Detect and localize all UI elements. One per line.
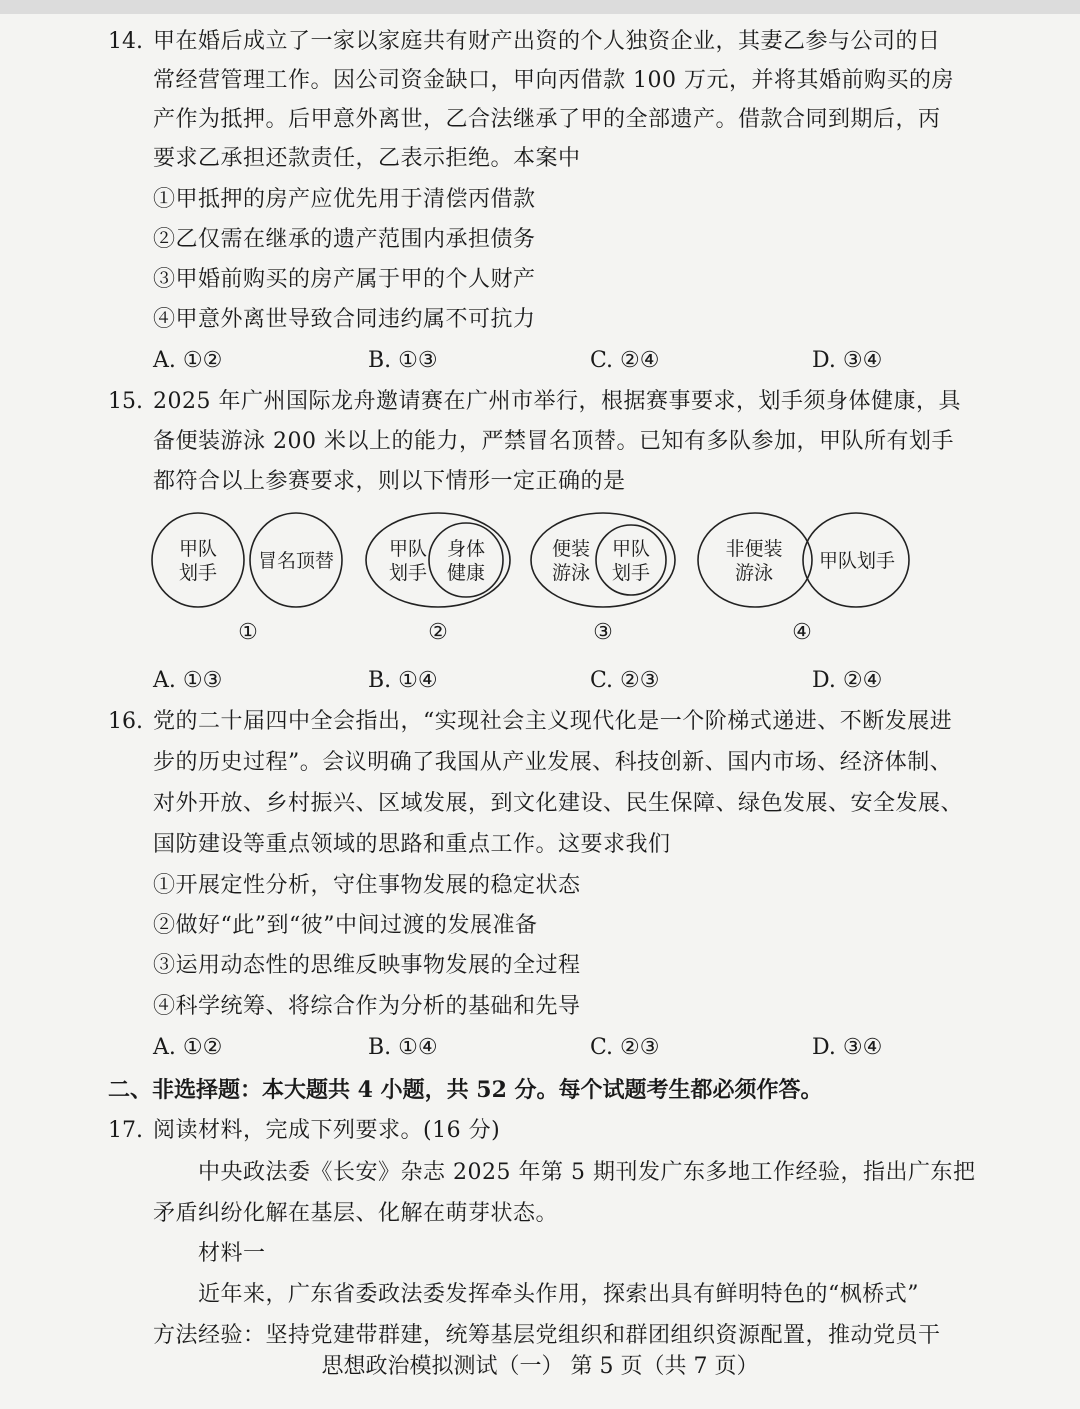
- question-text-line: 党的二十届四中全会指出，“实现社会主义现代化是一个阶梯式递进、不断发展进: [153, 709, 953, 734]
- venn-text: 便装: [551, 538, 591, 560]
- option-a: A. ①②: [153, 1035, 223, 1060]
- venn-text: 非便装: [725, 538, 783, 560]
- option-d: D. ③④: [812, 348, 883, 373]
- question-number: 14.: [108, 29, 143, 54]
- question-text-line: 步的历史过程”。会议明确了我国从产业发展、科技创新、国内市场、经济体制、: [153, 750, 953, 775]
- option-b: B. ①③: [368, 348, 438, 373]
- venn-text: 甲队: [611, 538, 651, 560]
- venn-text: 划手: [611, 562, 651, 584]
- statement: ①甲抵押的房产应优先用于清偿丙借款: [153, 187, 536, 212]
- material-text-line: 方法经验：坚持党建带群建，统筹基层党组织和群团组织资源配置，推动党员干: [153, 1323, 941, 1348]
- venn-text: 划手: [178, 562, 218, 584]
- question-text-line: 备便装游泳 200 米以上的能力，严禁冒名顶替。已知有多队参加，甲队所有划手: [153, 429, 954, 454]
- question-text-line: 国防建设等重点领域的思路和重点工作。这要求我们: [153, 832, 671, 857]
- venn-text: 身体: [446, 538, 486, 560]
- statement: ③运用动态性的思维反映事物发展的全过程: [153, 953, 581, 978]
- page-footer: 思想政治模拟测试（一） 第 5 页（共 7 页）: [321, 1354, 759, 1379]
- option-a: A. ①③: [153, 668, 223, 693]
- option-c: C. ②④: [590, 348, 660, 373]
- venn-text: 健康: [446, 562, 486, 584]
- option-c: C. ②③: [590, 1035, 660, 1060]
- question-text-line: 甲在婚后成立了一家以家庭共有财产出资的个人独资企业，其妻乙参与公司的日: [153, 29, 941, 54]
- question-number: 16.: [108, 709, 143, 734]
- question-number: 15.: [108, 389, 143, 414]
- question-text-line: 对外开放、乡村振兴、区域发展，到文化建设、民生保障、绿色发展、安全发展、: [153, 791, 964, 816]
- venn-text: 划手: [388, 562, 428, 584]
- venn-diagram-1: [152, 513, 342, 645]
- venn-text: 冒名顶替: [257, 550, 335, 572]
- diagram-label: ③: [593, 620, 613, 645]
- question-text-line: 2025 年广州国际龙舟邀请赛在广州市举行，根据赛事要求，划手须身体健康，具: [153, 389, 961, 414]
- venn-circle: [152, 513, 244, 607]
- option-d: D. ③④: [812, 1035, 883, 1060]
- venn-text: 甲队划手: [818, 550, 896, 572]
- top-edge: [0, 0, 1080, 14]
- material-title: 材料一: [198, 1241, 266, 1266]
- option-d: D. ②④: [812, 668, 883, 693]
- question-text-line: 产作为抵押。后甲意外离世，乙合法继承了甲的全部遗产。借款合同到期后，丙: [153, 107, 941, 132]
- question-text-line: 常经营管理工作。因公司资金缺口，甲向丙借款 100 万元，并将其婚前购买的房: [153, 68, 954, 93]
- material-text-line: 中央政法委《长安》杂志 2025 年第 5 期刊发广东多地工作经验，指出广东把: [198, 1160, 976, 1185]
- material-text-line: 近年来，广东省委政法委发挥牵头作用，探索出具有鲜明特色的“枫桥式”: [198, 1282, 919, 1307]
- option-b: B. ①④: [368, 1035, 438, 1060]
- statement: ④科学统筹、将综合作为分析的基础和先导: [153, 994, 581, 1019]
- venn-diagrams: [150, 510, 910, 650]
- venn-diagram-4: [698, 513, 909, 645]
- question-text-line: 都符合以上参赛要求，则以下情形一定正确的是: [153, 469, 626, 494]
- statement: ②乙仅需在继承的遗产范围内承担债务: [153, 227, 536, 252]
- venn-circle: [366, 513, 510, 607]
- question-number: 17.: [108, 1118, 143, 1143]
- option-a: A. ①②: [153, 348, 223, 373]
- statement: ①开展定性分析，守住事物发展的稳定状态: [153, 873, 581, 898]
- venn-text: 甲队: [388, 538, 428, 560]
- diagram-label: ④: [792, 620, 812, 645]
- diagram-label: ②: [428, 620, 448, 645]
- venn-circle: [429, 523, 503, 597]
- statement: ③甲婚前购买的房产属于甲的个人财产: [153, 267, 536, 292]
- venn-text: 游泳: [734, 562, 774, 584]
- statement: ④甲意外离世导致合同违约属不可抗力: [153, 307, 536, 332]
- section-heading: 二、非选择题：本大题共 4 小题，共 52 分。每个试题考生都必须作答。: [108, 1077, 823, 1103]
- venn-circle: [698, 513, 812, 607]
- option-c: C. ②③: [590, 668, 660, 693]
- option-b: B. ①④: [368, 668, 438, 693]
- question-title: 阅读材料，完成下列要求。(16 分): [153, 1118, 501, 1143]
- statement: ②做好“此”到“彼”中间过渡的发展准备: [153, 913, 538, 938]
- material-text-line: 矛盾纠纷化解在基层、化解在萌芽状态。: [153, 1201, 559, 1226]
- venn-text: 甲队: [178, 538, 218, 560]
- venn-circle: [531, 513, 675, 607]
- venn-diagram-2: [366, 513, 510, 645]
- venn-diagram-3: [531, 513, 675, 645]
- venn-text: 游泳: [551, 562, 591, 584]
- venn-circle: [596, 525, 666, 595]
- diagram-label: ①: [238, 620, 258, 645]
- question-text-line: 要求乙承担还款责任，乙表示拒绝。本案中: [153, 146, 581, 171]
